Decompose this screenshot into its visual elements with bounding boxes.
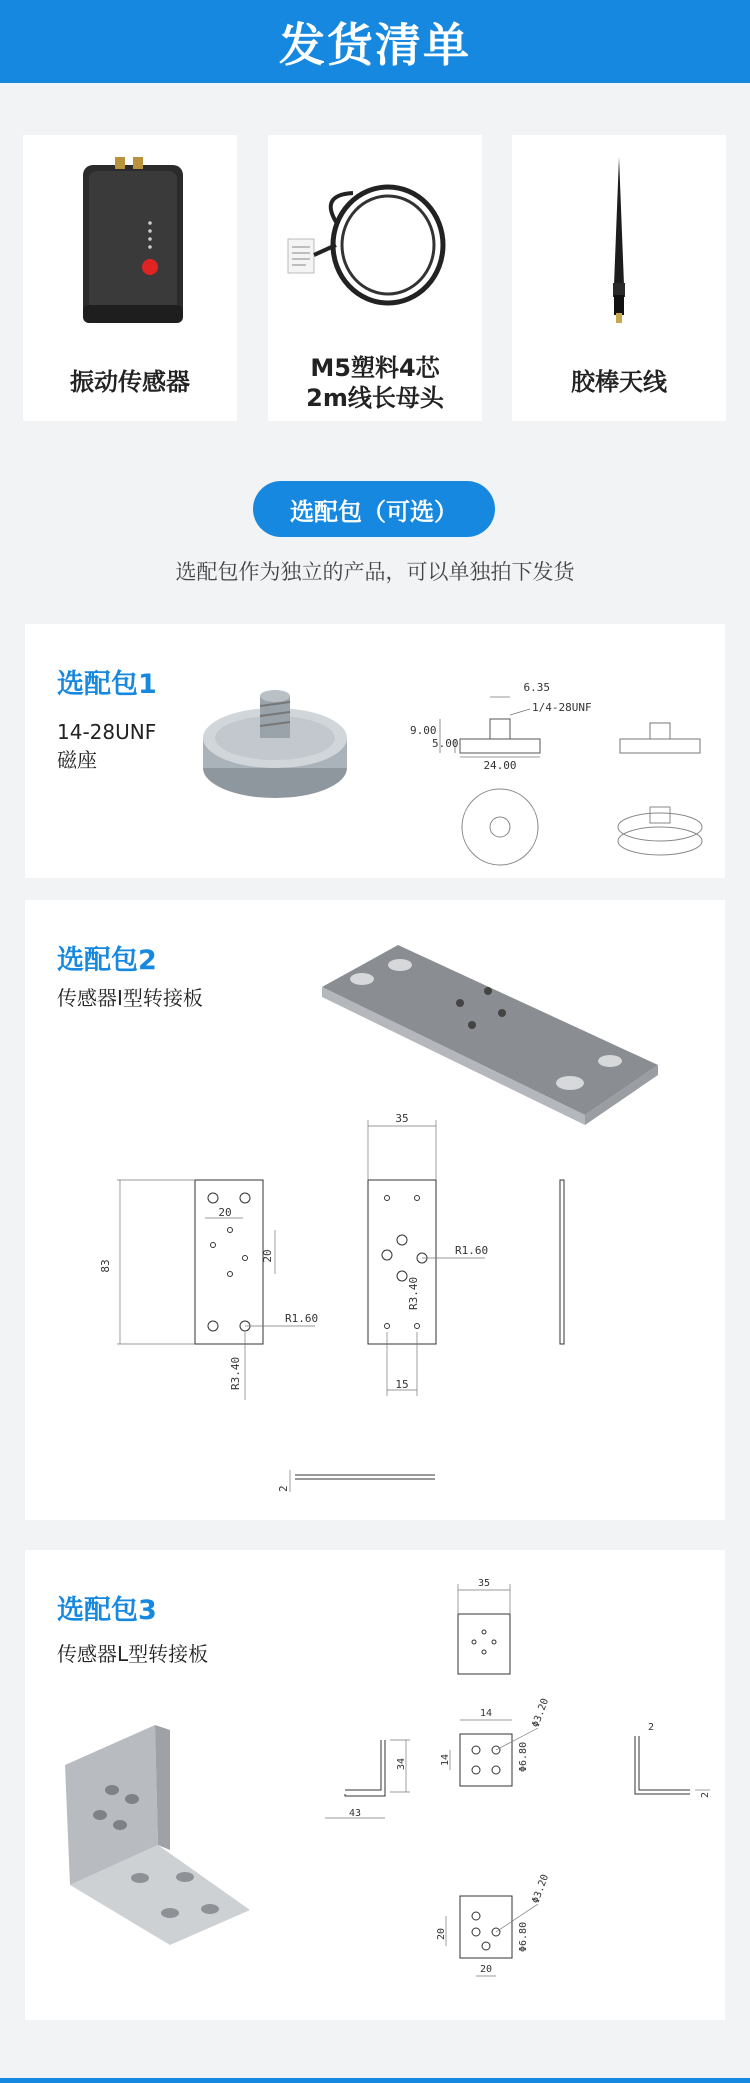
dim-5-00: 5.00 xyxy=(432,737,459,750)
sensor-image xyxy=(23,135,237,345)
i-plate-drawing xyxy=(25,1100,705,1500)
antenna-image xyxy=(512,135,726,345)
dim-20-vertical: 20 xyxy=(261,1249,274,1263)
package-1-subtitle-line2: 磁座 xyxy=(57,748,97,772)
product-card-antenna xyxy=(512,135,726,421)
bottom-accent-bar xyxy=(0,2078,750,2083)
dim-6-35: 6.35 xyxy=(523,681,550,694)
dim-14-side: 14 xyxy=(440,1753,451,1766)
l-bracket-drawing xyxy=(280,1560,720,2010)
dim-phi-3-20-b: Φ3.20 xyxy=(530,1872,552,1906)
magnetic-base-photo xyxy=(190,672,360,812)
package-3-title: 选配包3 xyxy=(57,1595,157,1626)
dim-14-top: 14 xyxy=(479,1708,493,1719)
dim-9-00: 9.00 xyxy=(410,724,437,737)
dim-20-bottom: 20 xyxy=(479,1964,493,1975)
dim-phi-6-80-a: Φ6.80 xyxy=(518,1741,529,1772)
magnetic-base-drawing xyxy=(410,649,720,869)
optional-pack-pill: 选配包（可选） xyxy=(253,481,495,537)
dim-43: 43 xyxy=(348,1808,362,1819)
dim-thickness-2-top: 2 xyxy=(648,1722,655,1733)
dim-r1-60-left: R1.60 xyxy=(285,1312,319,1325)
product-label-cable-line2: 2m线长母头 xyxy=(306,384,444,412)
package-2-card xyxy=(25,900,725,1520)
product-label-cable-line1: M5塑料4芯 xyxy=(310,354,440,382)
package-1-title: 选配包1 xyxy=(57,669,157,700)
optional-pack-note: 选配包作为独立的产品，可以单独拍下发货 xyxy=(175,560,575,584)
dim-phi-6-80-b: Φ6.80 xyxy=(518,1921,529,1952)
dim-83: 83 xyxy=(99,1259,112,1273)
dim-24-00: 24.00 xyxy=(483,759,517,772)
dim-35: 35 xyxy=(477,1578,491,1589)
dim-r3-40-left: R3.40 xyxy=(229,1356,242,1390)
dim-r3-40-center: R3.40 xyxy=(407,1276,420,1310)
dim-thickness-2-side: 2 xyxy=(700,1791,711,1798)
dim-35: 35 xyxy=(395,1112,409,1125)
package-1-subtitle-line1: 14-28UNF xyxy=(57,720,157,744)
product-card-cable xyxy=(268,135,482,421)
dim-thickness-2: 2 xyxy=(277,1485,290,1492)
cable-image xyxy=(268,135,482,345)
page-header xyxy=(0,0,750,83)
dim-20-side: 20 xyxy=(436,1927,447,1940)
package-3-card xyxy=(25,1550,725,2020)
product-label-antenna: 胶棒天线 xyxy=(571,368,667,396)
l-bracket-photo xyxy=(60,1715,260,1945)
dim-phi-3-20-a: Φ3.20 xyxy=(530,1696,552,1730)
package-1-card xyxy=(25,624,725,878)
product-label-sensor: 振动传感器 xyxy=(70,368,190,396)
dim-r1-60-center: R1.60 xyxy=(455,1244,489,1257)
dim-20-horizontal: 20 xyxy=(218,1206,232,1219)
dim-thread: 1/4-28UNF xyxy=(532,701,592,714)
dim-34: 34 xyxy=(396,1757,407,1770)
dim-15: 15 xyxy=(395,1378,409,1391)
package-3-subtitle: 传感器L型转接板 xyxy=(57,1642,209,1666)
package-2-subtitle: 传感器I型转接板 xyxy=(57,986,203,1010)
product-card-sensor xyxy=(23,135,237,421)
page-title: 发货清单 xyxy=(279,17,471,72)
package-2-title: 选配包2 xyxy=(57,945,157,976)
